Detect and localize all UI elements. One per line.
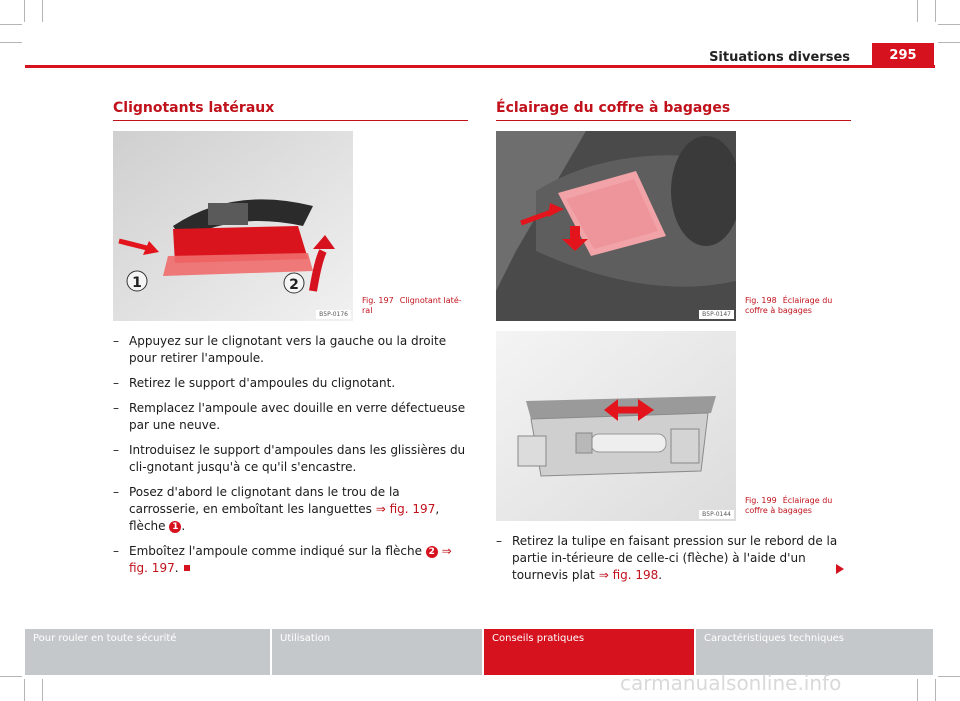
section-title-side-indicators: Clignotants latéraux bbox=[113, 100, 275, 116]
callout-badge: 2 bbox=[426, 546, 438, 558]
step-text: Posez d'abord le clignotant dans le trou de la carrosserie, en emboîtant les languettes bbox=[129, 485, 400, 516]
header-rule bbox=[25, 65, 935, 68]
end-of-section-icon bbox=[184, 565, 190, 571]
section-title-luggage-light: Éclairage du coffre à bagages bbox=[496, 100, 731, 116]
tab-practical-tips[interactable]: Conseils pratiques bbox=[484, 629, 694, 675]
callout-badge: 1 bbox=[169, 521, 181, 533]
list-item bbox=[113, 543, 468, 577]
crop-mark bbox=[42, 0, 43, 22]
crop-mark bbox=[24, 0, 25, 22]
figure-number: Fig. 199 bbox=[745, 496, 777, 505]
crop-mark bbox=[938, 42, 960, 43]
chapter-nav bbox=[25, 629, 935, 675]
figure-number: Fig. 197 bbox=[362, 296, 394, 305]
figure-reference-link[interactable]: ⇒ fig. 197 bbox=[375, 502, 436, 516]
figure-caption-text: Clignotant laté-ral bbox=[362, 296, 462, 315]
crop-mark bbox=[917, 0, 918, 22]
figure-reference-link[interactable]: ⇒ fig. 197 bbox=[129, 544, 452, 575]
figure-reference-link[interactable]: ⇒ fig. 198 bbox=[598, 568, 659, 582]
figure-tag: B5P-0144 bbox=[699, 510, 734, 519]
step-text: . bbox=[658, 568, 663, 582]
crop-mark bbox=[42, 679, 43, 701]
crop-mark bbox=[935, 0, 936, 22]
watermark-text: carmanualsonline.info bbox=[620, 671, 842, 695]
crop-mark bbox=[0, 24, 22, 25]
figure-luggage-light-1 bbox=[496, 131, 736, 321]
list-item bbox=[113, 484, 468, 535]
figure-callout-2: 2 bbox=[289, 277, 299, 293]
instruction-list bbox=[113, 333, 468, 585]
crop-mark bbox=[0, 42, 22, 43]
step-text: , flèche bbox=[129, 502, 440, 533]
crop-mark bbox=[938, 24, 960, 25]
figure-caption-text: Éclairage du coffre à bagages bbox=[745, 496, 833, 515]
step-text: Retirez la tulipe en faisant pression sur le rebord de la partie in-térieure de celle-ci (flèche) à l'aide d'un tournevis plat bbox=[512, 534, 838, 582]
figure-tag: B5P-0147 bbox=[699, 310, 734, 319]
figure-number: Fig. 198 bbox=[745, 296, 777, 305]
list-item: – Remplacez l'ampoule avec douille en verre défectueuse par une neuve. bbox=[113, 400, 468, 434]
side-indicator-illustration bbox=[113, 131, 353, 321]
crop-mark bbox=[935, 679, 936, 701]
list-item bbox=[496, 533, 851, 584]
luggage-light-illustration bbox=[496, 131, 736, 321]
figure-caption bbox=[362, 296, 467, 316]
figure-luggage-light-2 bbox=[496, 331, 736, 521]
step-text: . bbox=[174, 561, 179, 575]
list-item: – Retirez le support d'ampoules du clignotant. bbox=[113, 375, 468, 392]
crop-mark bbox=[24, 679, 25, 701]
section-rule bbox=[113, 120, 468, 121]
figure-caption-text: Éclairage du coffre à bagages bbox=[745, 296, 833, 315]
list-item: – Introduisez le support d'ampoules dans les glissières du cli-gnotant jusqu'à ce qu'il s'encastre. bbox=[113, 442, 468, 476]
section-rule bbox=[496, 120, 851, 121]
figure-tag: B5P-0176 bbox=[316, 310, 351, 319]
tab-operation[interactable]: Utilisation bbox=[272, 629, 482, 675]
page-number: 295 bbox=[872, 43, 934, 68]
crop-mark bbox=[917, 679, 918, 701]
figure-side-indicator bbox=[113, 131, 353, 321]
running-header: Situations diverses bbox=[709, 50, 850, 65]
figure-caption bbox=[745, 496, 850, 516]
tab-technical-data[interactable]: Caractéristiques techniques bbox=[696, 629, 933, 675]
step-text: Emboîtez l'ampoule comme indiqué sur la flèche bbox=[129, 544, 426, 558]
figure-caption bbox=[745, 296, 850, 316]
bulb-holder-illustration bbox=[496, 331, 736, 521]
step-text: . bbox=[181, 519, 186, 533]
tab-safety[interactable]: Pour rouler en toute sécurité bbox=[25, 629, 270, 675]
figure-callout-1: 1 bbox=[132, 275, 142, 291]
instruction-list bbox=[496, 533, 851, 592]
crop-mark bbox=[0, 676, 22, 677]
crop-mark bbox=[938, 676, 960, 677]
continue-arrow-icon bbox=[836, 564, 844, 574]
list-item: – Appuyez sur le clignotant vers la gauche ou la droite pour retirer l'ampoule. bbox=[113, 333, 468, 367]
